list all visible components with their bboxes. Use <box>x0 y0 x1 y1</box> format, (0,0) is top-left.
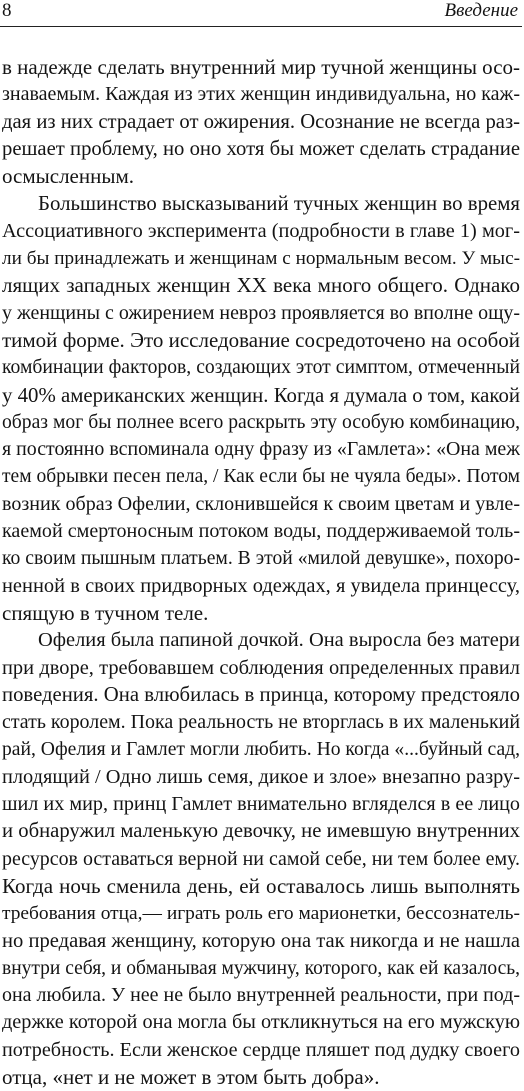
text-line: ненной в своих придворных одеждах, я увидела принцессу, <box>2 574 520 597</box>
text-line: при дворе, требовавшем соблюдения определенных правил <box>2 656 520 679</box>
text-line: шил их мир, принц Гамлет внимательно вгляделся в ее лицо <box>2 793 520 816</box>
text-line: лящих западных женщин XX века много общего. Однако <box>2 273 520 298</box>
text-line: ли бы принадлежать и женщинам с нормальным весом. У мыс- <box>2 248 520 270</box>
text-line: комбинации факторов, создающих этот симптом, отмеченный <box>2 356 520 379</box>
text-line: у 40% американских женщин. Когда я думала о том, какой <box>2 382 520 407</box>
body-text <box>2 54 520 1091</box>
text-line: осмысленным. <box>2 164 134 189</box>
text-line: Большинство высказываний тучных женщин во время <box>38 191 520 216</box>
text-line: Ассоциативного эксперимента (подробности в главе 1) мог- <box>2 219 520 242</box>
text-line: отца, «нет и не может в этом быть добра». <box>2 1064 380 1089</box>
text-line: плодящий / Одно лишь семя, дикое и злое» внезапно разру- <box>2 765 520 788</box>
text-line: образ мог бы полнее всего раскрыть эту особую комбинацию, <box>2 411 520 433</box>
text-line: решает проблему, но оно хотя бы может сделать страдание <box>2 137 520 160</box>
text-line: держке которой она могла бы откликнуться на его мужскую <box>2 1011 520 1034</box>
text-line: Офелия была папиной дочкой. Она выросла без матери <box>38 629 520 652</box>
text-line: но предавая женщину, которую она так никогда и не нашла <box>2 929 520 952</box>
text-line: каемой смертоносным потоком воды, поддерживаемой толь- <box>2 520 520 543</box>
running-head: Введение <box>444 0 518 21</box>
header-rule <box>0 26 522 27</box>
text-line: Когда ночь сменила день, ей оставалось лишь выполнять <box>2 873 520 898</box>
text-line: стать королем. Пока реальность не вторглась в их маленький <box>2 711 520 734</box>
text-line: потребность. Если женское сердце пляшет под дудку своего <box>2 1038 520 1061</box>
text-line: у женщины с ожирением невроз проявляется во вполне ощу- <box>2 301 520 324</box>
text-line: ко своим пышным платьем. В этой «милой девушке», похоро- <box>2 547 520 570</box>
text-line: тимой форме. Это исследование сосредоточено на особой <box>2 327 520 352</box>
text-line: ресурсов оставаться верной ни самой себе, ни тем более ему. <box>2 847 520 870</box>
text-line: спящую в тучном теле. <box>2 600 209 625</box>
page-number: 8 <box>2 0 12 21</box>
text-line: в надежде сделать внутренний мир тучной женщины осо- <box>2 55 520 79</box>
text-line: требования отца,— играть роль его марионетки, бессознатель- <box>2 903 520 925</box>
text-line: я постоянно вспоминала одну фразу из «Гамлета»: «Она меж <box>2 438 520 461</box>
text-line: внутри себя, и обманывая мужчину, которого, как ей казалось, <box>2 957 520 979</box>
text-line: поведения. Она влюбилась в принца, которому предстояло <box>2 683 520 706</box>
text-line: рай, Офелия и Гамлет могли любить. Но когда «...буйный сад, <box>2 739 520 761</box>
text-line: дая из них страдает от ожирения. Осознание не всегда раз- <box>2 110 520 133</box>
text-line: знаваемым. Каждая из этих женщин индивидуальна, но каж- <box>2 83 520 106</box>
text-line: возник образ Офелии, склонившейся к своим цветам и увле- <box>2 492 520 515</box>
text-line: тем обрывки песен пела, / Как если бы не чуяла беды». Потом <box>2 466 520 488</box>
text-line: она любила. У нее не было внутренней реальности, при под- <box>2 984 520 1007</box>
text-line: и обнаружил маленькую девочку, не имевшую внутренних <box>2 820 520 843</box>
